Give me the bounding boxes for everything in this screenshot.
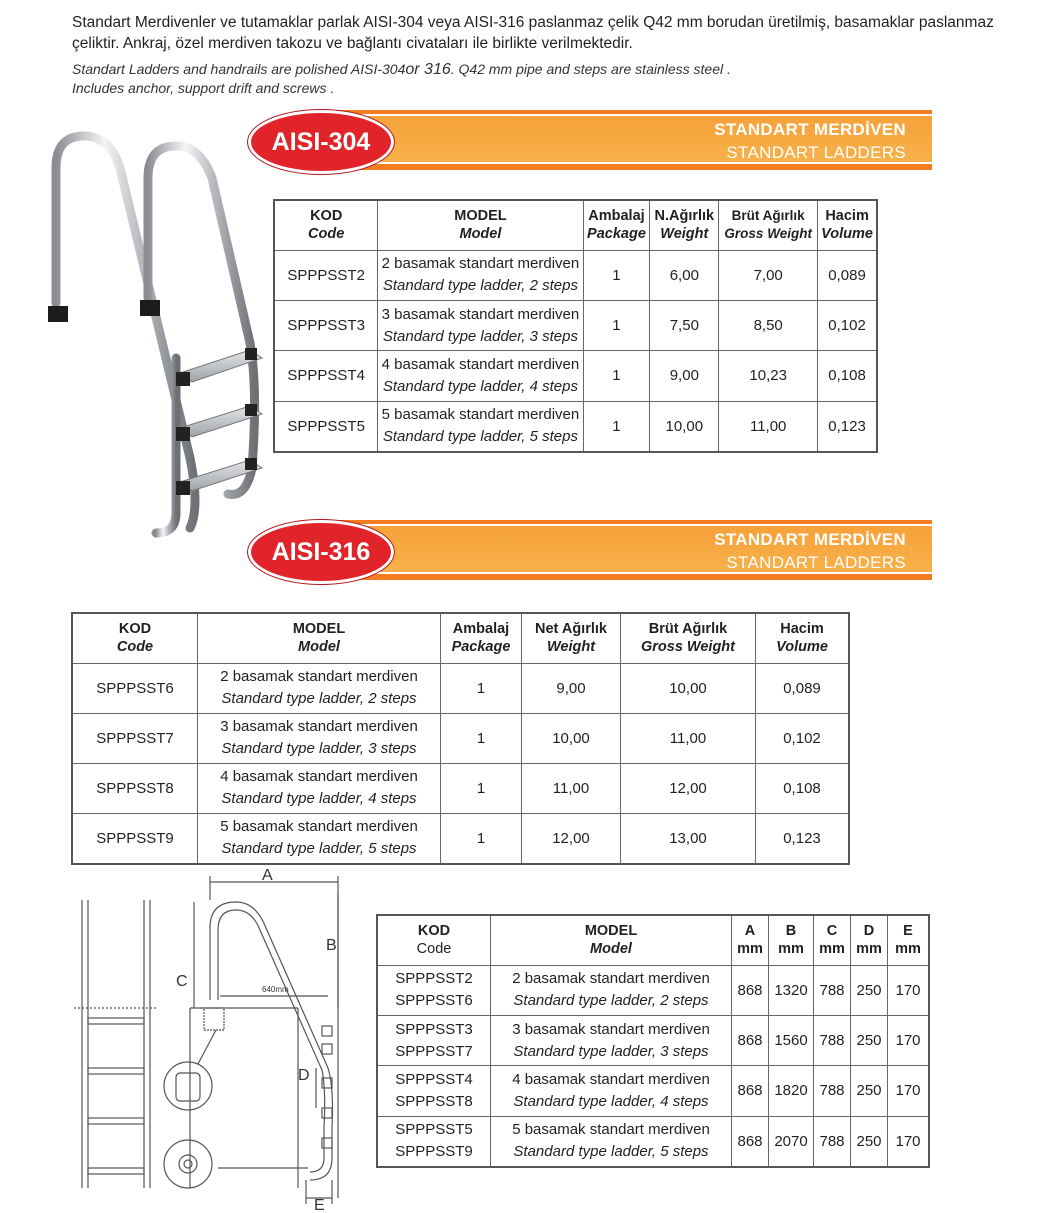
table-cell: 6,00 — [650, 250, 719, 300]
th-model — [198, 613, 441, 663]
table-cell: 250 — [851, 1116, 888, 1167]
table-cell: Code — [308, 226, 345, 243]
table-cell: 3 basamak standart merdiven — [381, 305, 580, 323]
table-cell — [377, 1066, 491, 1116]
table-cell: mm — [895, 941, 921, 958]
table-cell: Standard type ladder, 4 steps — [513, 1092, 709, 1110]
table-cell: Ambalaj — [452, 621, 510, 638]
table-cell — [198, 713, 441, 763]
table-cell: 7,50 — [650, 300, 719, 350]
table-cell: 9,00 — [522, 663, 621, 713]
table-cell — [378, 250, 583, 300]
table-cell: 788 — [814, 1015, 851, 1065]
table-aisi-304 — [273, 199, 878, 453]
table-cell — [491, 1116, 732, 1167]
table-cell — [377, 1015, 491, 1065]
table-cell: Volume — [821, 226, 873, 243]
table-cell: SPPPSST5 — [274, 401, 378, 452]
table-row — [72, 813, 849, 864]
th-model — [378, 200, 583, 250]
table-cell — [491, 1066, 732, 1116]
table-cell: Weight — [660, 226, 709, 243]
table-cell: Net Ağırlık — [535, 621, 607, 638]
table-cell: 868 — [732, 1066, 769, 1116]
intro-en-2: or 316 — [405, 61, 451, 78]
table-cell: SPPPSST8 — [395, 1092, 473, 1110]
table-cell: SPPPSST7 — [395, 1042, 473, 1060]
table-cell: 2 basamak standart merdiven — [220, 668, 418, 686]
table-cell: 7,00 — [719, 250, 818, 300]
table-cell: 868 — [732, 1116, 769, 1167]
table-cell: 170 — [888, 1116, 930, 1167]
table-cell — [377, 965, 491, 1015]
table-cell: Standard type ladder, 2 steps — [221, 690, 417, 708]
table-cell: 11,00 — [522, 763, 621, 813]
th-model — [491, 915, 732, 965]
table-cell: SPPPSST6 — [395, 992, 473, 1010]
table-cell: 4 basamak standart merdiven — [512, 1070, 710, 1088]
table-cell — [378, 401, 583, 452]
intro-en-3: . Q42 mm pipe and steps are stainless steel . — [450, 61, 731, 77]
th-gross — [719, 200, 818, 250]
table-cell: SPPPSST6 — [72, 663, 198, 713]
table-cell: 0,108 — [756, 763, 850, 813]
table-cell: Package — [451, 639, 511, 656]
table-cell: 250 — [851, 1015, 888, 1065]
table-cell: mm — [856, 941, 882, 958]
table-cell: Package — [587, 226, 646, 243]
table-row — [274, 351, 877, 401]
th-b — [769, 915, 814, 965]
table-cell — [378, 351, 583, 401]
table-cell: 5 basamak standart merdiven — [512, 1121, 710, 1139]
th-volume — [756, 613, 850, 663]
table-cell: Gross Weight — [641, 639, 735, 656]
table-cell: 10,23 — [719, 351, 818, 401]
intro-tr: Standart Merdivenler ve tutamaklar parlak AISI-304 veya AISI-316 paslanmaz çelik Q42 mm borudan üretilmiş, basamaklar paslanmaz çeliktir. Ankraj, özel merdiven takozu ve bağlantı civataları ile birlikte verilmektedir. — [72, 14, 994, 52]
table-cell: Model — [459, 226, 502, 243]
table-cell: Code — [116, 639, 154, 656]
table-cell: SPPPSST2 — [395, 970, 473, 988]
table-cell: Weight — [546, 639, 596, 656]
table-cell — [377, 1116, 491, 1167]
table-cell: 868 — [732, 965, 769, 1015]
banner-316 — [330, 520, 932, 580]
table-cell: 5 basamak standart merdiven — [381, 406, 580, 424]
table-cell: Ambalaj — [588, 208, 645, 225]
table-cell: E — [903, 923, 913, 940]
table-row — [274, 250, 877, 300]
ladder-photo — [40, 128, 280, 548]
table-cell: 1 — [583, 401, 650, 452]
table-row — [274, 401, 877, 452]
table-cell: Gross Weight — [724, 226, 812, 242]
table-cell: SPPPSST4 — [274, 351, 378, 401]
table-cell: 10,00 — [621, 663, 756, 713]
table-cell: 0,102 — [818, 300, 877, 350]
table-cell: KOD — [310, 208, 343, 225]
table-cell: Hacim — [825, 208, 869, 225]
table-cell: 11,00 — [719, 401, 818, 452]
table-cell: N.Ağırlık — [654, 208, 715, 225]
table-cell: 12,00 — [522, 813, 621, 864]
table-cell: Standard type ladder, 5 steps — [382, 428, 578, 446]
table-cell — [491, 965, 732, 1015]
table-cell: 250 — [851, 1066, 888, 1116]
th-code — [377, 915, 491, 965]
table-cell: Standard type ladder, 2 steps — [382, 277, 578, 295]
table-cell: Standard type ladder, 4 steps — [221, 790, 417, 808]
badge-aisi-316: AISI-316 — [248, 520, 394, 584]
label-width: 640mm — [262, 985, 289, 994]
table-cell: 10,00 — [522, 713, 621, 763]
th-net — [650, 200, 719, 250]
table-cell: SPPPSST8 — [72, 763, 198, 813]
table-cell: 1560 — [769, 1015, 814, 1065]
table-cell: 868 — [732, 1015, 769, 1065]
banner-316-title-en: STANDART LADDERS — [726, 553, 906, 572]
table-cell: 0,123 — [756, 813, 850, 864]
table-cell: 0,102 — [756, 713, 850, 763]
th-gross — [621, 613, 756, 663]
table-cell: SPPPSST3 — [274, 300, 378, 350]
table-cell: 250 — [851, 965, 888, 1015]
th-c — [814, 915, 851, 965]
table-cell: D — [863, 923, 875, 940]
table-cell: 11,00 — [621, 713, 756, 763]
table-cell: 12,00 — [621, 763, 756, 813]
table-cell: Brüt Ağırlık — [648, 621, 728, 638]
table-cell: MODEL — [454, 208, 507, 225]
table-cell — [198, 763, 441, 813]
table-cell: 1 — [441, 763, 522, 813]
label-b: B — [326, 937, 337, 954]
table-cell: SPPPSST5 — [395, 1121, 473, 1139]
table-cell: mm — [737, 941, 763, 958]
table-cell: 1 — [441, 663, 522, 713]
badge-aisi-304: AISI-304 — [248, 110, 394, 174]
table-aisi-316 — [71, 612, 850, 865]
th-d — [851, 915, 888, 965]
table-cell: Brüt Ağırlık — [731, 208, 805, 224]
table-cell: 2070 — [769, 1116, 814, 1167]
table-cell: 788 — [814, 1116, 851, 1167]
table-cell: 1 — [583, 250, 650, 300]
table-row — [274, 300, 877, 350]
table-cell: 1 — [441, 713, 522, 763]
table-cell — [198, 813, 441, 864]
table-cell: 3 basamak standart merdiven — [220, 718, 418, 736]
table-cell: KOD — [417, 923, 451, 940]
table-cell: 10,00 — [650, 401, 719, 452]
th-package — [583, 200, 650, 250]
table-cell: B — [785, 923, 797, 940]
table-cell: 1320 — [769, 965, 814, 1015]
th-code — [72, 613, 198, 663]
intro — [72, 12, 1032, 98]
table-cell: Standard type ladder, 3 steps — [382, 327, 578, 345]
table-cell: 170 — [888, 1015, 930, 1065]
table-cell: 4 basamak standart merdiven — [220, 768, 418, 786]
table-cell: 13,00 — [621, 813, 756, 864]
table-cell: 1 — [441, 813, 522, 864]
table-cell: 1 — [583, 351, 650, 401]
table-cell: Model — [298, 639, 340, 656]
table-cell: 4 basamak standart merdiven — [381, 355, 580, 373]
table-cell: SPPPSST9 — [72, 813, 198, 864]
table-row — [377, 1116, 929, 1167]
table-cell: Standard type ladder, 4 steps — [382, 377, 578, 395]
table-row — [377, 1066, 929, 1116]
table-cell: A — [744, 923, 756, 940]
table-cell: Model — [590, 941, 632, 958]
banner-304-title-tr: STANDART MERDİVEN — [714, 120, 906, 139]
table-row — [72, 663, 849, 713]
table-cell: Standard type ladder, 2 steps — [513, 992, 709, 1010]
table-cell: Hacim — [780, 621, 824, 638]
intro-en-4: Includes anchor, support drift and screws . — [72, 80, 335, 96]
th-a — [732, 915, 769, 965]
table-cell: 2 basamak standart merdiven — [512, 970, 710, 988]
table-cell: Standard type ladder, 3 steps — [513, 1042, 709, 1060]
dimension-drawing — [70, 868, 370, 1213]
table-cell: 1820 — [769, 1066, 814, 1116]
table-cell: SPPPSST7 — [72, 713, 198, 763]
table-dimensions — [376, 914, 930, 1168]
banner-316-title-tr: STANDART MERDİVEN — [714, 530, 906, 549]
table-cell — [491, 1015, 732, 1065]
intro-en — [72, 60, 1032, 98]
table-cell: 8,50 — [719, 300, 818, 350]
label-e: E — [314, 1197, 325, 1213]
table-cell: 1 — [583, 300, 650, 350]
table-cell: KOD — [118, 621, 152, 638]
table-row — [72, 713, 849, 763]
banner-304 — [330, 110, 932, 170]
table-cell: SPPPSST3 — [395, 1020, 473, 1038]
table-cell: 0,089 — [756, 663, 850, 713]
table-cell: 788 — [814, 1066, 851, 1116]
table-cell: C — [826, 923, 838, 940]
table-cell: Volume — [776, 639, 828, 656]
table-cell: mm — [819, 941, 845, 958]
th-volume — [818, 200, 877, 250]
th-code — [274, 200, 378, 250]
table-cell — [198, 663, 441, 713]
banner-304-title-en: STANDART LADDERS — [726, 143, 906, 162]
table-cell: MODEL — [584, 923, 638, 940]
table-cell: 170 — [888, 1066, 930, 1116]
table-cell: 9,00 — [650, 351, 719, 401]
table-cell: 0,089 — [818, 250, 877, 300]
table-cell: 2 basamak standart merdiven — [381, 255, 580, 273]
table-cell: 0,123 — [818, 401, 877, 452]
table-cell: Standard type ladder, 5 steps — [221, 840, 417, 858]
table-cell: Standard type ladder, 5 steps — [513, 1143, 709, 1161]
table-cell: 0,108 — [818, 351, 877, 401]
label-a: A — [262, 868, 273, 884]
th-net — [522, 613, 621, 663]
table-cell: SPPPSST2 — [274, 250, 378, 300]
table-cell: 5 basamak standart merdiven — [220, 818, 418, 836]
label-d: D — [298, 1067, 310, 1084]
table-row — [377, 965, 929, 1015]
table-cell: SPPPSST4 — [395, 1070, 473, 1088]
table-cell: Standard type ladder, 3 steps — [221, 740, 417, 758]
table-cell: 170 — [888, 965, 930, 1015]
table-cell — [378, 300, 583, 350]
table-cell: 788 — [814, 965, 851, 1015]
intro-en-1: Standart Ladders and handrails are polished AISI-304 — [72, 61, 406, 77]
table-cell: SPPPSST9 — [395, 1143, 473, 1161]
th-package — [441, 613, 522, 663]
table-cell: MODEL — [292, 621, 346, 638]
table-cell: 3 basamak standart merdiven — [512, 1020, 710, 1038]
table-row — [377, 1015, 929, 1065]
table-cell: Code — [416, 941, 452, 958]
table-row — [72, 763, 849, 813]
th-e — [888, 915, 930, 965]
table-cell: mm — [778, 941, 804, 958]
label-c: C — [176, 973, 188, 990]
